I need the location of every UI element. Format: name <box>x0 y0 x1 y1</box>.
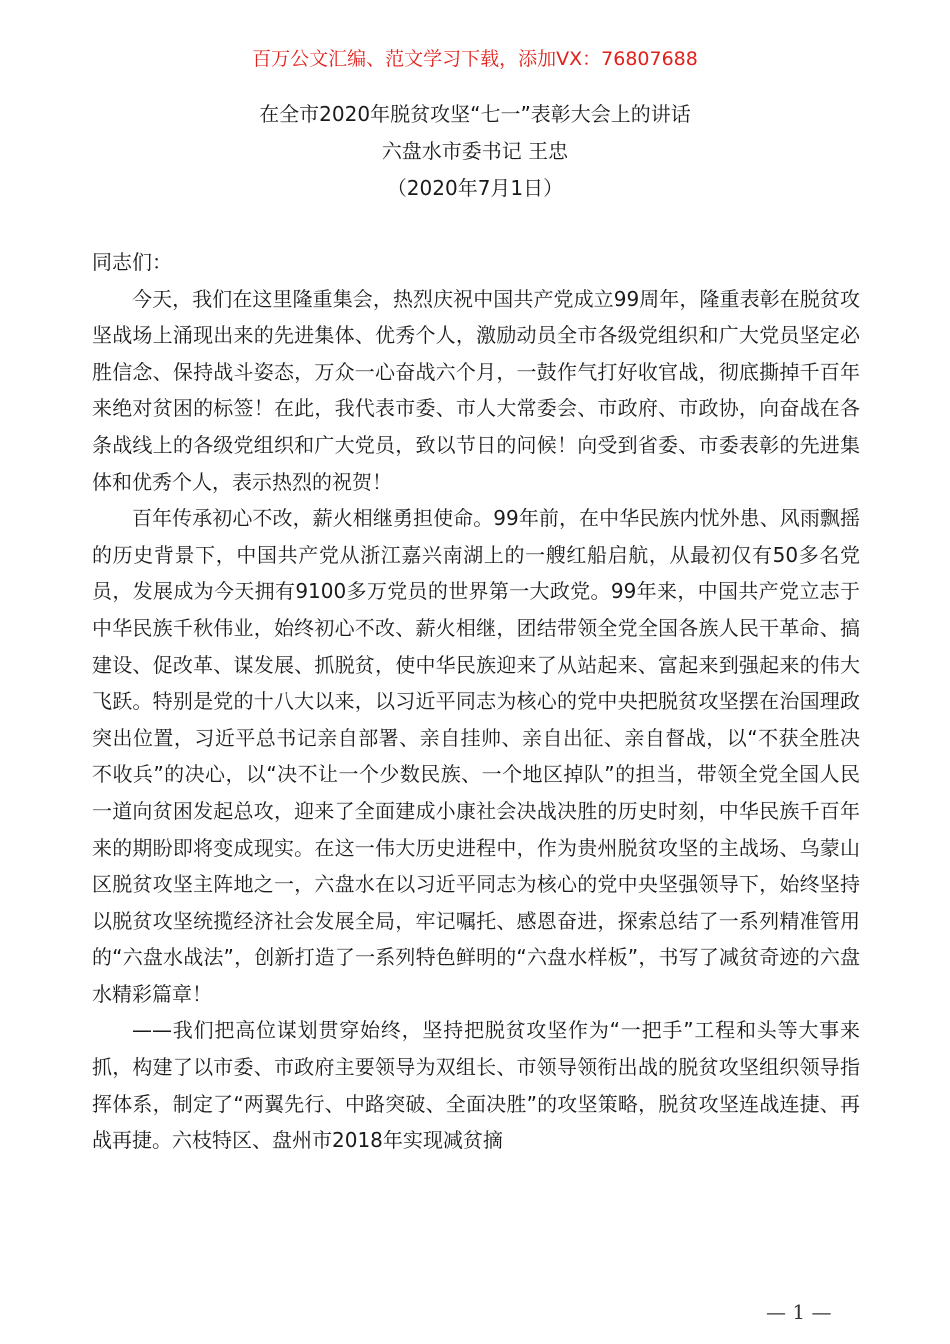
document-author: 六盘水市委书记 王忠 <box>381 139 569 163</box>
page-number: — 1 — <box>766 1300 832 1324</box>
promo-banner: 百万公文汇编、范文学习下载，添加VX：76807688 <box>252 48 698 70</box>
paragraph-1: 今天，我们在这里隆重集会，热烈庆祝中国共产党成立99周年，隆重表彰在脱贫攻坚战场上涌现出来的先进集体、优秀个人，激励动员全市各级党组织和广大党员坚定必胜信念、保持战斗姿态，万众一心奋战六个月，一鼓作气打好收官战，彻底撕掉千百年来绝对贫困的标签！在此，我代表市委、市人大常委会、市政府、市政协，向奋战在各条战线上的各级党组织和广大党员，致以节日的问候！向受到省委、市委表彰的先进集体和优秀个人，表示热烈的祝贺！ <box>92 286 860 494</box>
salutation: 同志们： <box>92 250 172 274</box>
paragraph-2: 百年传承初心不改，薪火相继勇担使命。99年前，在中华民族内忧外患、风雨飘摇的历史背景下，中国共产党从浙江嘉兴南湖上的一艘红船启航，从最初仅有50多名党员，发展成为今天拥有9100多万党员的世界第一大政党。99年来，中国共产党立志于中华民族千秋伟业，始终初心不改、薪火相继，团结带领全党全国各族人民干革命、搞建设、促改革、谋发展、抓脱贫，使中华民族迎来了从站起来、富起来到强起来的伟大飞跃。特别是党的十八大以来，以习近平同志为核心的党中央把脱贫攻坚摆在治国理政突出位置，习近平总书记亲自部署、亲自挂帅、亲自出征、亲自督战，以“不获全胜决不收兵”的决心，以“决不让一个少数民族、一个地区掉队”的担当，带领全党全国人民一道向贫困发起总攻，迎来了全面建成小康社会决战决胜的历史时刻，中华民族千百年来的期盼即将变成现实。在这一伟大历史进程中，作为贵州脱贫攻坚的主战场、乌蒙山区脱贫攻坚主阵地之一，六盘水在以习近平同志为核心的党中央坚强领导下，始终坚持以脱贫攻坚统揽经济社会发展全局，牢记嘱托、感恩奋进，探索总结了一系列精准管用的“六盘水战法”，创新打造了一系列特色鲜明的“六盘水样板”，书写了减贫奇迹的六盘水精彩篇章！ <box>92 506 860 1006</box>
document-body <box>92 244 860 1159</box>
paragraph-3: ——我们把高位谋划贯穿始终，坚持把脱贫攻坚作为“一把手”工程和头等大事来抓，构建了以市委、市政府主要领导为双组长、市领导领衔出战的脱贫攻坚组织领导指挥体系，制定了“两翼先行、中路突破、全面决胜”的攻坚策略，脱贫攻坚连战连捷、再战再捷。六枝特区、盘州市2018年实现减贫摘 <box>92 1018 860 1153</box>
document-header <box>0 96 950 207</box>
document-title: 在全市2020年脱贫攻坚“七一”表彰大会上的讲话 <box>259 102 691 126</box>
document-date: （2020年7月1日） <box>386 176 564 200</box>
